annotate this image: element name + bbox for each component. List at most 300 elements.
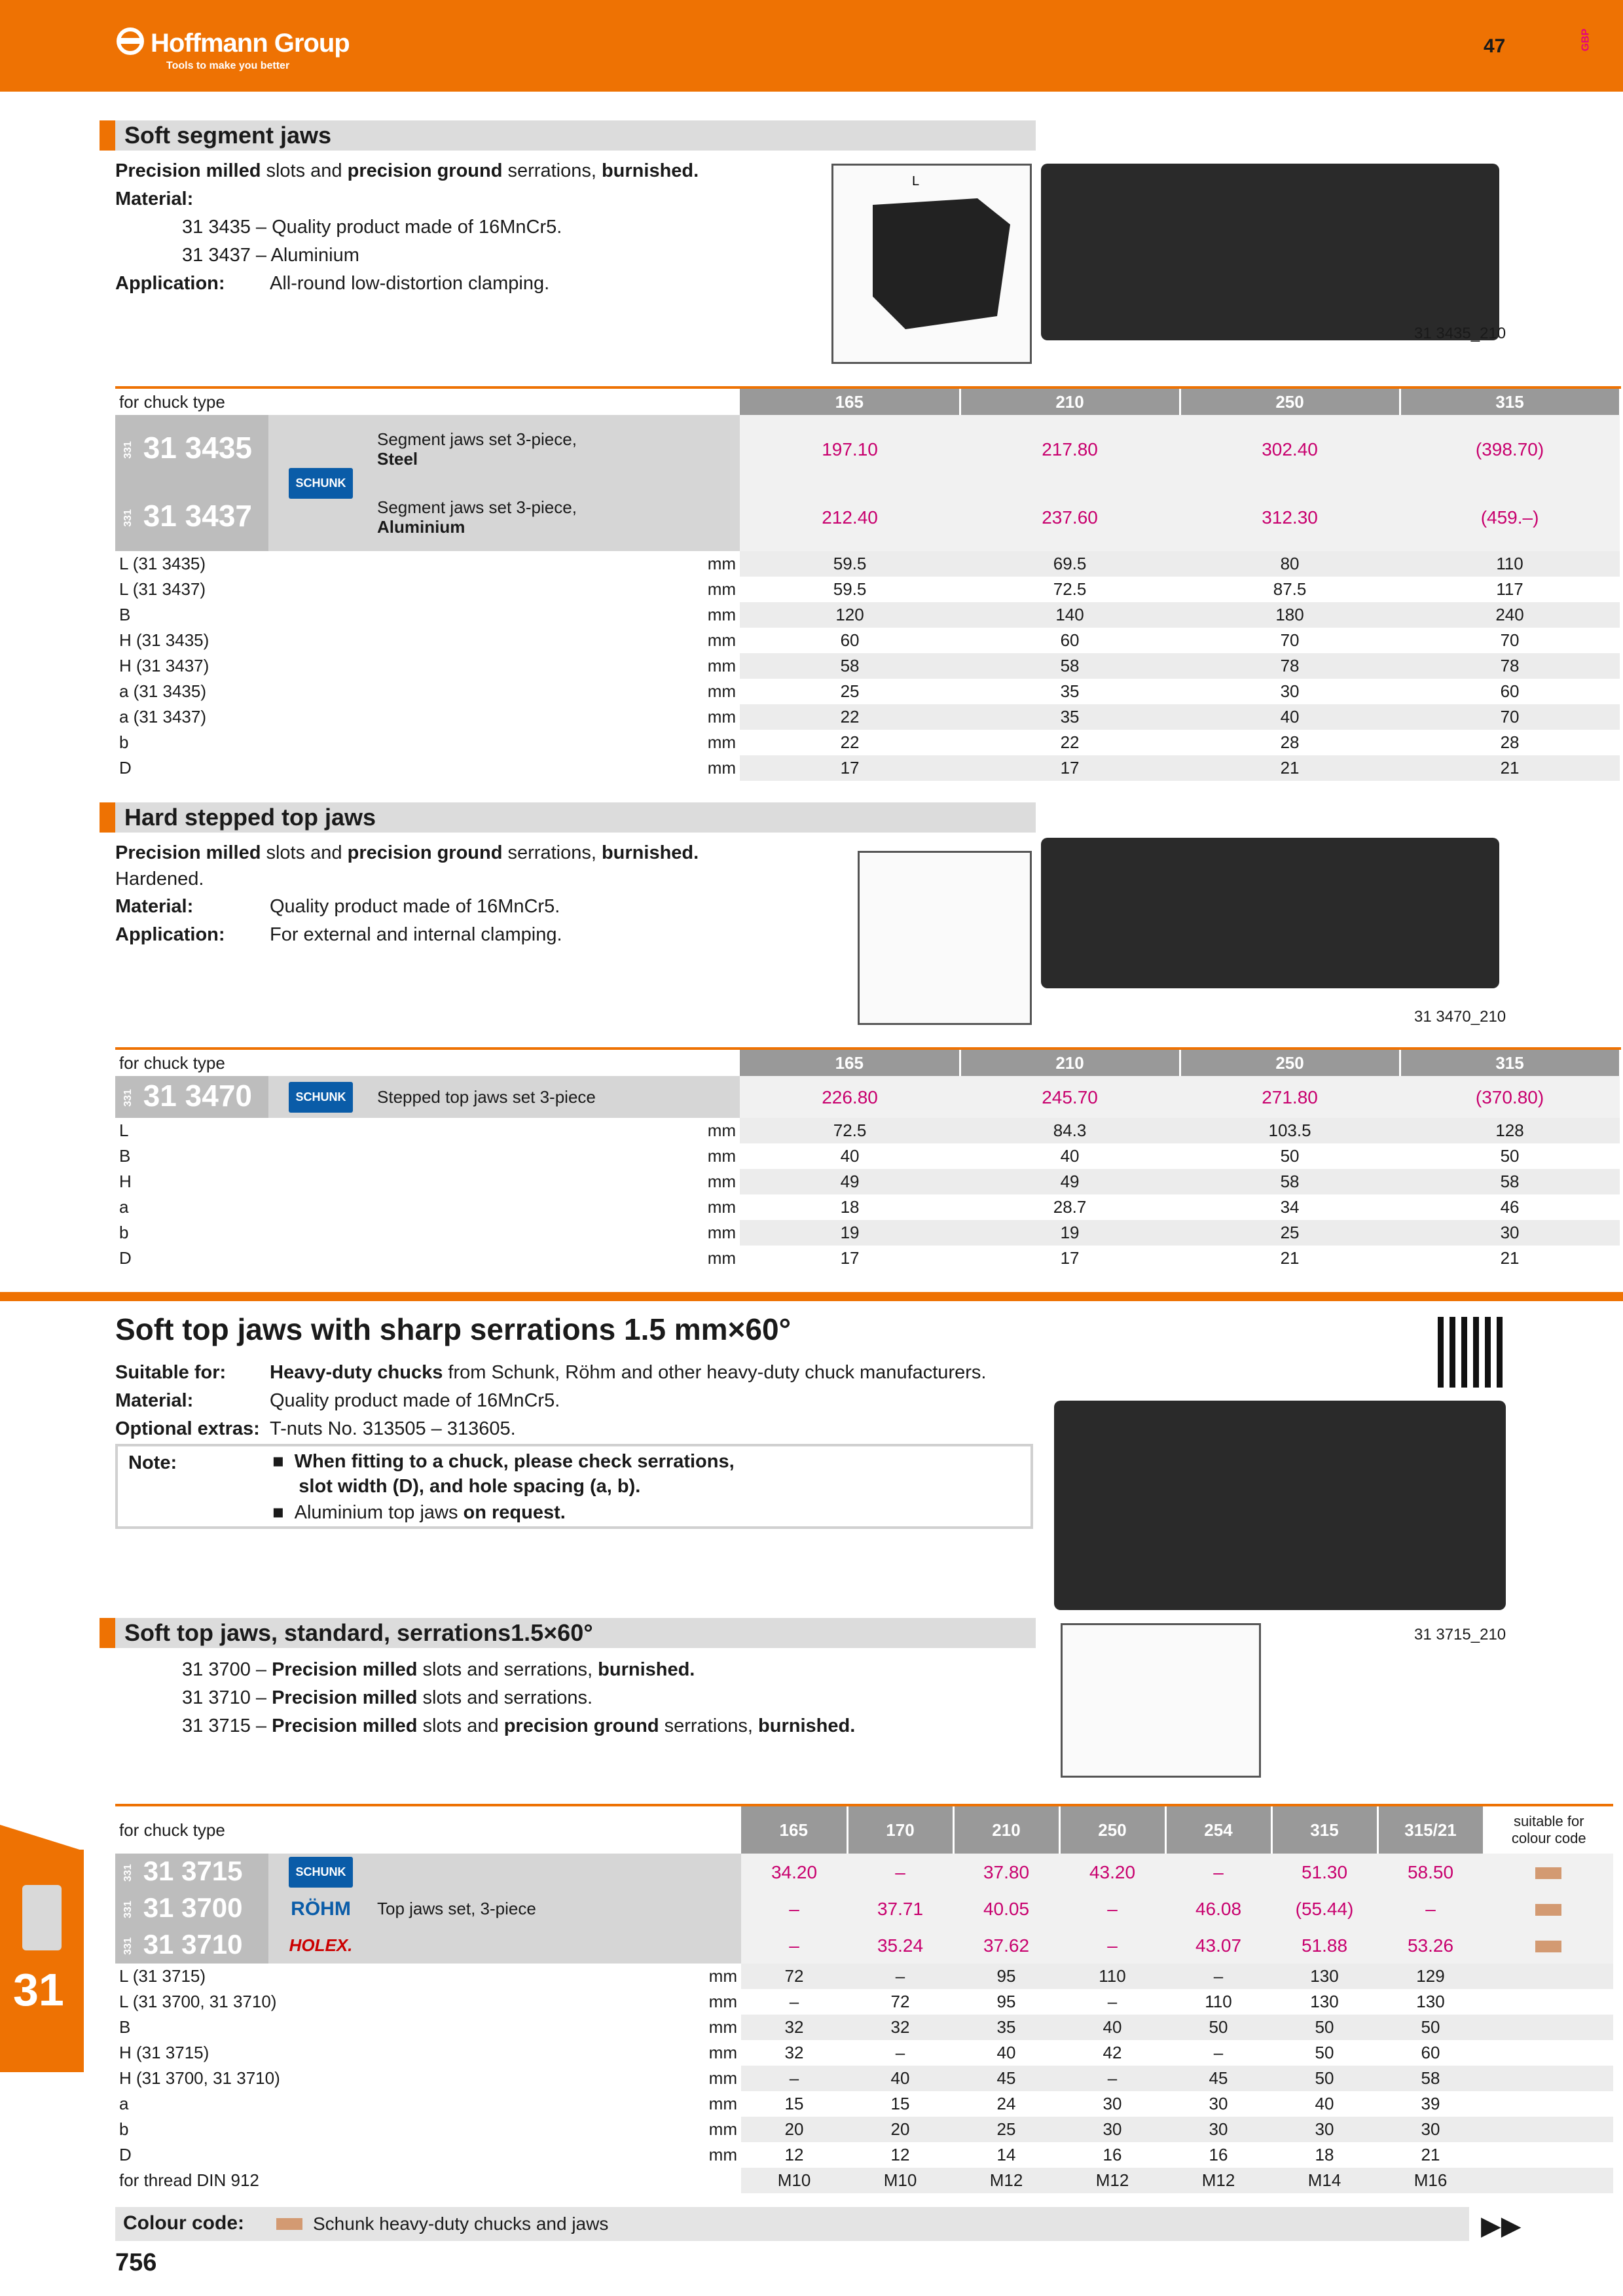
row-value: 15 [890,2094,910,2113]
article-number[interactable]: 331 31 3700 [115,1890,268,1927]
row-value: 15 [784,2094,804,2113]
sec2-image-ref: 31 3470_210 [1414,1008,1506,1026]
row-value: M10 [847,2168,953,2193]
row-value: 60 [1060,630,1080,650]
row-value: 40 [1059,2015,1165,2040]
price: – [1377,1890,1484,1927]
price: – [741,1927,847,1964]
row-value: 18 [1315,2145,1334,2164]
price: 237.60 [960,483,1180,551]
col-head: 315 [1400,1049,1620,1076]
row-value: 35 [960,704,1180,730]
row-label: H (31 3715) [119,2043,210,2062]
chuck-type-head: for chuck type [119,1820,225,1840]
qr-code-icon[interactable] [1438,1317,1508,1388]
dimension-row [115,628,1620,653]
brand-name: Hoffmann Group [151,29,350,58]
segment-jaw-drawing [831,164,1032,364]
row-value: 72.5 [1053,579,1087,599]
col-head: 170 [847,1805,953,1854]
article-row[interactable] [115,1927,1613,1964]
article-number[interactable]: 331 31 3470 [115,1076,268,1118]
row-value: 60 [1500,681,1520,701]
note-item-2: ■ Aluminium top jaws on request. [272,1502,566,1523]
col-head: 165 [741,1805,847,1854]
row-value: 28 [1280,732,1300,752]
row-unit: mm [707,758,737,778]
row-value: 19 [960,1220,1180,1246]
row-unit: mm [707,1223,737,1242]
svg-text:L: L [912,174,920,188]
row-value: – [789,1992,799,2011]
row-value: 42 [1103,2043,1122,2062]
row-unit: mm [707,579,737,599]
price: (459.–) [1400,483,1620,551]
note-label: Note: [128,1452,177,1473]
row-value: 19 [740,1220,960,1246]
row-value: 40 [840,1146,860,1166]
row-value: 30 [1280,681,1300,701]
row-value: 40 [1180,704,1400,730]
footer-page-number: 756 [115,2249,157,2276]
row-value: – [741,2066,847,2091]
row-value: 58 [1377,2066,1484,2091]
row-value: M16 [1377,2168,1484,2193]
row-unit: mm [707,732,737,752]
row-unit: mm [707,1146,737,1166]
row-value: M14 [1271,2168,1377,2193]
sec1-table [115,386,1621,781]
article-number[interactable]: 331 31 3435 [115,415,268,483]
article-number[interactable]: 331 31 3710 [115,1927,268,1964]
row-value: 40 [996,2043,1016,2062]
row-unit: mm [708,2068,737,2088]
sec2-application-label: Application: [115,924,225,945]
row-value: 49 [740,1169,960,1194]
row-value: 18 [840,1197,860,1217]
dimension-row [115,2091,1613,2117]
price: 197.10 [740,415,960,483]
row-value: 21 [1280,1248,1300,1268]
sec3-material-label: Material: [115,1390,194,1411]
price: 37.71 [847,1890,953,1927]
colour-swatch [1484,1854,1613,1890]
region-code: GBP [1580,28,1592,52]
sec1-intro: Precision milled slots and precision ground serrations, burnished. [115,160,699,181]
dimension-row [115,653,1620,679]
sec3-suitable-label: Suitable for: [115,1362,227,1383]
row-value: 70 [1280,630,1300,650]
sec1-material-2: 31 3437 – Aluminium [182,245,359,266]
row-value: 70 [1400,704,1620,730]
row-value: 17 [740,755,960,781]
row-unit: mm [707,630,737,650]
row-value: 40 [1060,1146,1080,1166]
col-head: 210 [960,1049,1180,1076]
col-head: 165 [740,1049,960,1076]
price: (370.80) [1400,1076,1620,1118]
dimension-row [115,2117,1613,2142]
sec2-material-value: Quality product made of 16MnCr5. [270,896,560,917]
stepped-jaw-drawing [858,851,1032,1025]
note-item-1: ■ When fitting to a chuck, please check serrations, slot width (D), and hole spacing (a, b). [272,1451,735,1497]
row-value: – [1059,2066,1165,2091]
price: 212.40 [740,483,960,551]
sec4-line-1: 31 3700 – Precision milled slots and serrations, burnished. [182,1659,695,1680]
empty-cell [1484,2091,1613,2117]
row-value: 12 [890,2145,910,2164]
row-value: 22 [740,704,960,730]
row-value: M10 [741,2168,847,2193]
row-label: H (31 3435) [119,630,210,650]
colour-code-legend [115,2207,1469,2241]
price: 43.20 [1059,1854,1165,1890]
sec2-material-label: Material: [115,896,194,917]
row-value: 110 [1059,1964,1165,1989]
sec2-application-value: For external and internal clamping. [270,924,562,945]
dimension-row [115,704,1620,730]
brand-logo: RÖHM [268,1890,373,1927]
row-value: 21 [1421,2145,1440,2164]
col-head: 315 [1271,1805,1377,1854]
price: 271.80 [1180,1076,1400,1118]
row-value: 78 [1400,653,1620,679]
row-label: b [119,2119,129,2139]
dimension-row [115,1989,1613,2015]
row-value: 25 [953,2117,1059,2142]
note-box [115,1444,1033,1529]
row-unit: mm [707,1121,737,1140]
row-unit: mm [707,656,737,675]
row-value: 72.5 [740,1118,960,1143]
dimension-row [115,2015,1613,2040]
row-value: – [847,1964,953,1989]
row-value: 50 [1377,2015,1484,2040]
colour-swatch [1484,1890,1613,1927]
chuck-type-head: for chuck type [119,391,225,412]
dimension-row [115,551,1620,577]
row-value: 45 [953,2066,1059,2091]
row-unit: mm [708,1966,737,1986]
row-value: 50 [1165,2015,1271,2040]
row-value: 78 [1180,653,1400,679]
row-value: 22 [840,732,860,752]
row-value: 60 [1421,2043,1440,2062]
section-title-soft-segment-jaws: Soft segment jaws [100,120,1036,151]
dimension-row [115,2066,1613,2091]
row-value: 58 [960,653,1180,679]
dimension-row [115,1143,1620,1169]
row-value: 20 [847,2117,953,2142]
row-value: 49 [960,1169,1180,1194]
schunk-logo: SCHUNK [268,415,373,551]
row-value: 120 [740,602,960,628]
row-value: 30 [1271,2117,1377,2142]
sec1-material-1: 31 3435 – Quality product made of 16MnCr5. [182,217,562,238]
row-value: M12 [1059,2168,1165,2193]
section-title-hard-stepped-top-jaws: Hard stepped top jaws [100,802,1036,833]
sec3-suitable-value: Heavy-duty chucks from Schunk, Röhm and other heavy-duty chuck manufacturers. [270,1362,987,1383]
row-value: 40 [1315,2094,1334,2113]
row-value: 24 [996,2094,1016,2113]
colour-swatch [276,2218,302,2230]
row-value: 240 [1400,602,1620,628]
row-value: 50 [1271,2015,1377,2040]
empty-cell [1484,2015,1613,2040]
brand-logo: HOLEX. [268,1927,373,1964]
row-unit: mm [707,707,737,726]
price: 51.30 [1271,1854,1377,1890]
dimension-row [115,602,1620,628]
row-value: M12 [953,2168,1059,2193]
row-value: 60 [840,630,860,650]
dimension-row [115,755,1620,781]
segment-jaws-photo [1041,164,1499,340]
row-value: 58 [740,653,960,679]
sec1-image-ref: 31 3435_210 [1414,325,1506,342]
row-label: B [119,605,131,624]
row-value: 32 [741,2015,847,2040]
price: 37.80 [953,1854,1059,1890]
row-value: 103.5 [1180,1118,1400,1143]
dimension-row [115,1169,1620,1194]
article-row[interactable] [115,1854,1613,1890]
sec2-dim-rows [115,1118,1620,1271]
sec3-material-value: Quality product made of 16MnCr5. [270,1390,560,1411]
dimension-row [115,2168,1613,2193]
row-value: 50 [1280,1146,1300,1166]
row-label: a (31 3435) [119,681,206,701]
article-desc: Top jaws set, 3-piece [373,1854,741,1964]
row-unit: mm [708,2145,737,2164]
col-head: 250 [1059,1805,1165,1854]
col-head: 254 [1165,1805,1271,1854]
row-value: 45 [1165,2066,1271,2091]
price: 58.50 [1377,1854,1484,1890]
row-unit: mm [707,1172,737,1191]
row-label: H (31 3700, 31 3710) [119,2068,280,2088]
row-value: 95 [996,1992,1016,2011]
row-label: H [119,1172,132,1191]
empty-cell [1484,1989,1613,2015]
row-value: 59.5 [833,579,867,599]
article-desc: Segment jaws set 3-piece, Steel [373,415,740,483]
row-value: – [1165,1964,1271,1989]
colour-code-text: Schunk heavy-duty chucks and jaws [313,2214,609,2234]
col-head: 315 [1400,387,1620,415]
price: 312.30 [1180,483,1400,551]
schunk-logo: SCHUNK [268,1076,373,1118]
row-value: 84.3 [960,1118,1180,1143]
next-page-icon[interactable]: ▶▶ [1481,2212,1522,2240]
row-value: 95 [953,1964,1059,1989]
row-value: 58 [1400,1169,1620,1194]
row-value: 39 [1421,2094,1440,2113]
sec2-table [115,1047,1621,1271]
row-value: 17 [960,755,1180,781]
row-label: D [119,2145,132,2164]
row-value: 30 [1103,2094,1122,2113]
logo-icon [115,26,145,56]
row-value: 16 [1103,2145,1122,2164]
row-value: 30 [1400,1220,1620,1246]
col-head: 315/21 [1377,1805,1484,1854]
col-head: 210 [960,387,1180,415]
row-value: 34 [1280,1197,1300,1217]
row-value: 40 [847,2066,953,2091]
col-head: 210 [953,1805,1059,1854]
row-value: 12 [784,2145,804,2164]
row-value: 130 [1310,1992,1339,2011]
row-value: 17 [1060,1248,1080,1268]
row-value: 32 [784,2043,804,2062]
colour-code-head: suitable for colour code [1511,1813,1586,1846]
row-value: 128 [1400,1118,1620,1143]
price: (398.70) [1400,415,1620,483]
row-value: 30 [1209,2094,1228,2113]
col-head: 250 [1180,387,1400,415]
empty-cell [1484,2040,1613,2066]
row-unit: mm [707,1248,737,1268]
row-value: 110 [1400,551,1620,577]
price: 302.40 [1180,415,1400,483]
row-value: 21 [1180,755,1400,781]
chapter-tab[interactable] [0,1850,84,2072]
row-value: 130 [1416,1992,1445,2011]
sec1-dim-rows [115,551,1620,781]
row-value: 72 [741,1964,847,1989]
dimension-row [115,2040,1613,2066]
dimension-row [115,1964,1613,1989]
section-title-soft-top-jaws-standard: Soft top jaws, standard, serrations1.5×60° [100,1618,1036,1648]
article-desc: Segment jaws set 3-piece, Aluminium [373,483,740,551]
price: 35.24 [847,1927,953,1964]
row-value: 72 [890,1992,910,2011]
article-number[interactable]: 331 31 3715 [115,1854,268,1890]
row-label: L (31 3700, 31 3710) [119,1992,277,2011]
article-row[interactable] [115,1890,1613,1927]
row-value: 16 [1209,2145,1228,2164]
empty-cell [1484,1964,1613,1989]
row-label: L (31 3435) [119,554,206,573]
dimension-row [115,730,1620,755]
article-number[interactable]: 331 31 3437 [115,483,268,551]
sec3-image-ref: 31 3715_210 [1414,1626,1506,1643]
price: 34.20 [741,1854,847,1890]
article-desc: Stepped top jaws set 3-piece [373,1076,740,1118]
sec3-optional-value: T-nuts No. 313505 – 313605. [270,1418,516,1439]
sec1-material-label: Material: [115,188,194,209]
row-value: 28.7 [1053,1197,1087,1217]
row-unit: mm [707,605,737,624]
empty-cell [1484,2066,1613,2091]
price: 46.08 [1165,1890,1271,1927]
row-value: – [895,2043,905,2062]
row-value: 35 [953,2015,1059,2040]
price: 245.70 [960,1076,1180,1118]
dimension-row [115,679,1620,704]
price: 37.62 [953,1927,1059,1964]
sec1-application-label: Application: [115,273,225,294]
row-label: D [119,758,132,778]
col-head: 165 [740,387,960,415]
price: – [741,1890,847,1927]
brand-tagline: Tools to make you better [166,60,290,71]
row-value: 14 [996,2145,1016,2164]
dimension-row [115,577,1620,602]
row-label: a [119,1197,129,1217]
row-value: 21 [1500,1248,1520,1268]
row-value: 25 [840,681,860,701]
row-value: 25 [1180,1220,1400,1246]
row-label: L (31 3715) [119,1966,206,1986]
row-label: B [119,2017,131,2037]
row-value: 110 [1205,1992,1232,2011]
dimension-row [115,1220,1620,1246]
row-value: 58 [1180,1169,1400,1194]
section-title-sharp-serrations: Soft top jaws with sharp serrations 1.5 mm×60° [115,1312,791,1346]
empty-cell [1484,2142,1613,2168]
chapter-number: 31 [13,1964,64,2015]
page-number: 47 [1484,35,1506,57]
sec3-optional-label: Optional extras: [115,1418,260,1439]
row-value: 140 [960,602,1180,628]
section-divider [0,1292,1623,1301]
price: 217.80 [960,415,1180,483]
row-value: 35 [1060,681,1080,701]
row-unit: mm [707,554,737,573]
brand-logo: SCHUNK [268,1854,373,1890]
row-label: L (31 3437) [119,579,206,599]
row-value: 30 [1059,2117,1165,2142]
price: – [1165,1854,1271,1890]
price: – [1059,1927,1165,1964]
row-label: B [119,1146,131,1166]
row-value: 30 [1165,2117,1271,2142]
row-label: b [119,1223,129,1242]
price: 226.80 [740,1076,960,1118]
row-value: 22 [1060,732,1080,752]
row-label: a (31 3437) [119,707,206,726]
row-label: D [119,1248,132,1268]
price: 51.88 [1271,1927,1377,1964]
row-value: 69.5 [960,551,1180,577]
empty-cell [1484,2168,1613,2193]
chuck-type-head: for chuck type [119,1052,225,1073]
row-unit: mm [708,2119,737,2139]
price: 43.07 [1165,1927,1271,1964]
row-value: – [1213,2043,1224,2062]
row-value: 59.5 [740,551,960,577]
sec2-hardened: Hardened. [115,869,204,889]
row-unit: mm [708,2017,737,2037]
row-value: 21 [1400,755,1620,781]
row-value: 80 [1180,551,1400,577]
row-unit: mm [708,2094,737,2113]
row-label: L [119,1121,129,1140]
dimension-row [115,2142,1613,2168]
price: (55.44) [1271,1890,1377,1927]
dimension-row [115,1194,1620,1220]
price: 53.26 [1377,1927,1484,1964]
row-unit [373,2168,741,2193]
row-label: b [119,732,129,752]
row-value: 28 [1500,732,1520,752]
row-value: 70 [1500,630,1520,650]
top-jaw-drawing [1061,1623,1261,1778]
row-unit: mm [707,1197,737,1217]
chuck-jaw-icon [22,1885,62,1950]
